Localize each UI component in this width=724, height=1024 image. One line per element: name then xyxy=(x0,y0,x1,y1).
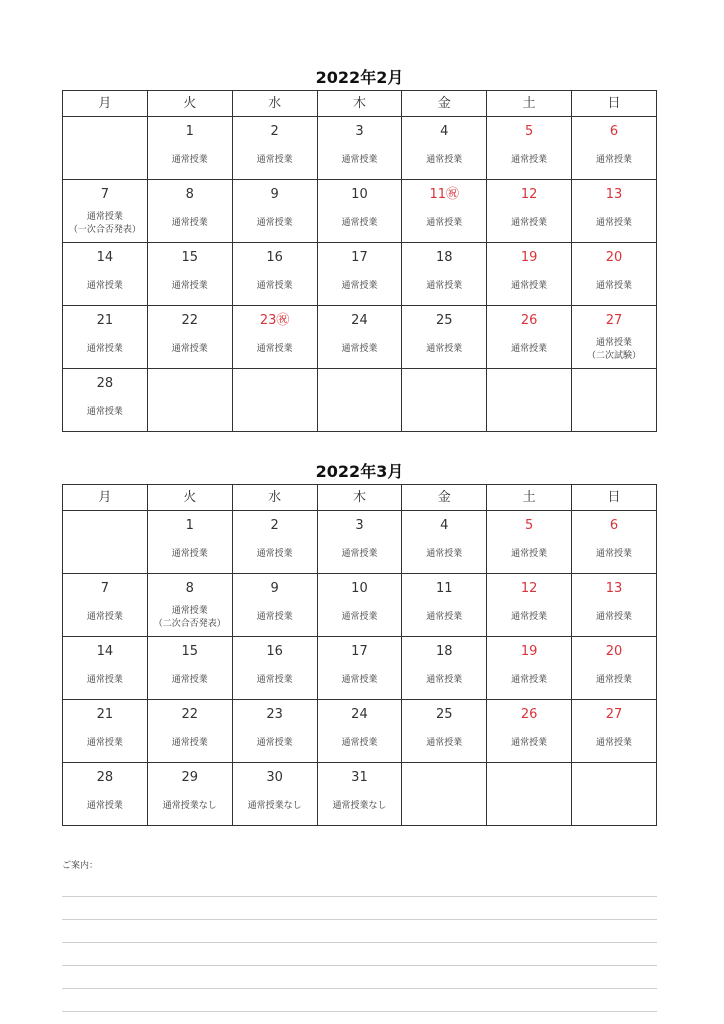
day-number: 14 xyxy=(96,250,114,265)
day-cell xyxy=(147,306,232,369)
day-note: 通常授業 xyxy=(256,344,293,354)
day-cell xyxy=(402,306,487,369)
day-note: 通常授業 xyxy=(86,675,123,685)
day-cell xyxy=(487,117,572,180)
day-cell xyxy=(63,700,148,763)
day-cell xyxy=(572,369,657,432)
day-cell xyxy=(232,117,317,180)
calendar-february xyxy=(62,66,657,432)
day-number: 28 xyxy=(96,770,114,785)
day-cell xyxy=(402,511,487,574)
day-cell xyxy=(232,637,317,700)
weekday-header: 日 xyxy=(572,485,657,511)
day-note: 通常授業 xyxy=(596,338,633,348)
day-number: 23 xyxy=(266,707,283,722)
day-note: 通常授業 xyxy=(511,155,548,165)
day-number: 24 xyxy=(351,707,368,722)
day-note: 通常授業 xyxy=(171,281,208,291)
day-number: 2 xyxy=(270,124,279,139)
day-cell xyxy=(232,369,317,432)
weekday-header: 土 xyxy=(487,485,572,511)
day-cell xyxy=(317,637,402,700)
day-cell xyxy=(572,637,657,700)
day-number: 5 xyxy=(525,518,534,533)
day-note: 通常授業 xyxy=(511,549,548,559)
day-cell xyxy=(232,763,317,826)
day-number: 17 xyxy=(351,250,368,265)
day-note: 通常授業 xyxy=(596,675,633,685)
day-cell xyxy=(232,511,317,574)
day-cell xyxy=(317,369,402,432)
day-note: 通常授業 xyxy=(256,549,293,559)
day-cell xyxy=(317,574,402,637)
day-cell xyxy=(63,763,148,826)
note-line xyxy=(62,966,657,989)
day-note: 通常授業 xyxy=(341,612,378,622)
note-line xyxy=(62,874,657,897)
day-note: 通常授業 xyxy=(596,218,633,228)
day-number: 26 xyxy=(520,313,538,328)
day-note: 通常授業 xyxy=(341,344,378,354)
weekday-header: 月 xyxy=(63,485,148,511)
day-number: 12 xyxy=(520,581,538,596)
day-number: 12 xyxy=(520,187,538,202)
day-cell xyxy=(147,763,232,826)
day-cell xyxy=(572,180,657,243)
weekday-header: 土 xyxy=(487,91,572,117)
day-number: 16 xyxy=(266,250,283,265)
day-note: 通常授業 xyxy=(171,606,208,616)
day-cell xyxy=(232,243,317,306)
week-row xyxy=(63,574,657,637)
day-number: 8 xyxy=(185,187,194,202)
day-number: 16 xyxy=(266,644,283,659)
day-number: 13 xyxy=(605,581,623,596)
day-cell xyxy=(232,574,317,637)
day-number: 7 xyxy=(100,187,110,202)
day-number: 2 xyxy=(270,518,279,533)
day-number: 15 xyxy=(181,250,199,265)
day-cell xyxy=(147,574,232,637)
day-number: 9 xyxy=(270,581,279,596)
day-cell xyxy=(63,117,148,180)
day-note: 通常授業 xyxy=(86,738,123,748)
day-number: 30 xyxy=(266,770,283,785)
day-cell xyxy=(487,511,572,574)
day-cell xyxy=(487,369,572,432)
day-cell xyxy=(487,763,572,826)
day-note: 通常授業 xyxy=(426,612,463,622)
day-note: 通常授業 xyxy=(511,218,548,228)
day-note: 通常授業 xyxy=(341,281,378,291)
day-number: 15 xyxy=(181,644,199,659)
day-note: 通常授業 xyxy=(171,675,208,685)
day-note: 通常授業 xyxy=(256,675,293,685)
day-note: 通常授業 xyxy=(426,675,463,685)
day-number: 4 xyxy=(440,518,449,533)
day-note: 通常授業 xyxy=(171,344,208,354)
day-cell xyxy=(572,700,657,763)
day-cell xyxy=(317,243,402,306)
day-note: 通常授業 xyxy=(511,612,548,622)
day-cell xyxy=(487,574,572,637)
day-cell xyxy=(63,511,148,574)
day-note: 通常授業 xyxy=(426,344,463,354)
weekday-header: 日 xyxy=(572,91,657,117)
day-number: 25 xyxy=(436,313,453,328)
day-number: 6 xyxy=(609,518,619,533)
calendar-grid xyxy=(62,484,657,826)
note-line xyxy=(62,920,657,943)
day-number: 11㊗ xyxy=(429,187,460,202)
day-cell xyxy=(147,700,232,763)
day-note: 通常授業 xyxy=(426,155,463,165)
day-cell xyxy=(63,369,148,432)
day-cell xyxy=(572,574,657,637)
weekday-header: 水 xyxy=(232,91,317,117)
day-note: 通常授業なし xyxy=(162,801,217,811)
day-note: 通常授業 xyxy=(256,612,293,622)
weekday-header: 火 xyxy=(147,91,232,117)
calendar-grid xyxy=(62,90,657,432)
day-cell xyxy=(402,180,487,243)
weekday-header: 火 xyxy=(147,485,232,511)
day-note: 通常授業 xyxy=(256,218,293,228)
day-note: 通常授業 xyxy=(341,675,378,685)
note-line xyxy=(62,897,657,920)
day-number: 18 xyxy=(436,250,453,265)
day-cell xyxy=(317,511,402,574)
weekday-header: 金 xyxy=(402,91,487,117)
day-note: 通常授業 xyxy=(86,612,123,622)
day-cell xyxy=(402,700,487,763)
week-row xyxy=(63,117,657,180)
day-note: 通常授業 xyxy=(596,549,633,559)
day-number: 21 xyxy=(96,707,114,722)
day-number: 21 xyxy=(96,313,114,328)
day-number: 24 xyxy=(351,313,368,328)
day-note: （一次合否発表） xyxy=(68,225,141,235)
day-note: 通常授業 xyxy=(596,738,633,748)
day-number: 1 xyxy=(185,124,194,139)
weekday-header-row xyxy=(63,485,657,511)
day-number: 31 xyxy=(351,770,368,785)
day-cell xyxy=(317,180,402,243)
calendar-march xyxy=(62,460,657,826)
day-cell xyxy=(147,180,232,243)
day-cell xyxy=(572,763,657,826)
weekday-header: 木 xyxy=(317,91,402,117)
day-cell xyxy=(63,637,148,700)
day-number: 9 xyxy=(270,187,279,202)
day-note: 通常授業 xyxy=(171,155,208,165)
week-row xyxy=(63,763,657,826)
weekday-header: 金 xyxy=(402,485,487,511)
day-note: 通常授業 xyxy=(86,212,123,222)
day-number: 1 xyxy=(185,518,194,533)
day-cell xyxy=(317,306,402,369)
day-cell xyxy=(402,243,487,306)
week-row xyxy=(63,369,657,432)
day-cell xyxy=(147,117,232,180)
day-cell xyxy=(147,511,232,574)
weekday-header: 木 xyxy=(317,485,402,511)
day-note: 通常授業 xyxy=(341,738,378,748)
day-cell xyxy=(572,117,657,180)
week-row xyxy=(63,700,657,763)
day-note: 通常授業なし xyxy=(332,801,387,811)
day-number: 25 xyxy=(436,707,453,722)
day-cell xyxy=(63,306,148,369)
day-note: 通常授業 xyxy=(256,281,293,291)
day-number: 19 xyxy=(520,250,538,265)
day-note: 通常授業 xyxy=(341,549,378,559)
day-note: 通常授業 xyxy=(86,801,123,811)
day-number: 20 xyxy=(605,644,623,659)
day-cell xyxy=(572,243,657,306)
day-note: 通常授業 xyxy=(256,738,293,748)
day-note: 通常授業 xyxy=(86,344,123,354)
day-note: 通常授業 xyxy=(426,549,463,559)
day-cell xyxy=(487,243,572,306)
day-note: 通常授業 xyxy=(426,738,463,748)
day-note: 通常授業 xyxy=(511,281,548,291)
day-number: 8 xyxy=(185,581,194,596)
note-line xyxy=(62,989,657,1012)
day-number: 3 xyxy=(355,124,364,139)
day-cell xyxy=(487,180,572,243)
day-note: 通常授業 xyxy=(511,344,548,354)
day-cell xyxy=(487,306,572,369)
day-cell xyxy=(232,180,317,243)
day-note: （二次合否発表） xyxy=(153,619,226,629)
day-cell xyxy=(317,117,402,180)
day-cell xyxy=(487,700,572,763)
day-note: 通常授業なし xyxy=(247,801,302,811)
day-note: 通常授業 xyxy=(341,218,378,228)
week-row xyxy=(63,243,657,306)
month-title: 2022年3月 xyxy=(315,462,404,481)
day-number: 5 xyxy=(525,124,534,139)
day-number: 27 xyxy=(605,313,623,328)
day-cell xyxy=(402,763,487,826)
week-row xyxy=(63,180,657,243)
day-number: 17 xyxy=(351,644,368,659)
day-note: 通常授業 xyxy=(171,738,208,748)
weekday-header: 月 xyxy=(63,91,148,117)
day-number: 19 xyxy=(520,644,538,659)
notes-section xyxy=(62,858,657,1012)
day-note: 通常授業 xyxy=(341,155,378,165)
day-number: 29 xyxy=(181,770,199,785)
day-number: 10 xyxy=(351,187,368,202)
day-note: 通常授業 xyxy=(171,549,208,559)
day-number: 3 xyxy=(355,518,364,533)
day-cell xyxy=(63,574,148,637)
day-note: 通常授業 xyxy=(596,612,633,622)
day-cell xyxy=(402,637,487,700)
day-cell xyxy=(402,117,487,180)
day-number: 6 xyxy=(609,124,619,139)
week-row xyxy=(63,306,657,369)
week-row xyxy=(63,511,657,574)
day-note: （二次試験） xyxy=(587,351,642,361)
day-cell xyxy=(147,369,232,432)
day-cell xyxy=(63,243,148,306)
day-number: 22 xyxy=(181,313,199,328)
day-number: 28 xyxy=(96,376,114,391)
day-number: 14 xyxy=(96,644,114,659)
day-cell xyxy=(317,763,402,826)
day-number: 13 xyxy=(605,187,623,202)
day-cell xyxy=(232,306,317,369)
day-number: 23㊗ xyxy=(259,313,290,328)
weekday-header: 水 xyxy=(232,485,317,511)
day-number: 7 xyxy=(100,581,110,596)
day-cell xyxy=(572,306,657,369)
week-row xyxy=(63,637,657,700)
day-number: 11 xyxy=(436,581,453,596)
note-line xyxy=(62,943,657,966)
weekday-header-row xyxy=(63,91,657,117)
day-cell xyxy=(402,369,487,432)
day-number: 26 xyxy=(520,707,538,722)
day-cell xyxy=(147,637,232,700)
day-number: 20 xyxy=(605,250,623,265)
day-cell xyxy=(63,180,148,243)
day-number: 18 xyxy=(436,644,453,659)
day-cell xyxy=(232,700,317,763)
day-note: 通常授業 xyxy=(511,675,548,685)
day-note: 通常授業 xyxy=(426,281,463,291)
notes-label: ご案内： xyxy=(62,861,99,871)
month-title: 2022年2月 xyxy=(315,68,404,87)
day-note: 通常授業 xyxy=(86,407,123,417)
day-number: 27 xyxy=(605,707,623,722)
day-note: 通常授業 xyxy=(596,281,633,291)
day-number: 4 xyxy=(440,124,449,139)
day-number: 10 xyxy=(351,581,368,596)
day-note: 通常授業 xyxy=(426,218,463,228)
day-note: 通常授業 xyxy=(171,218,208,228)
day-note: 通常授業 xyxy=(596,155,633,165)
day-number: 22 xyxy=(181,707,199,722)
day-cell xyxy=(147,243,232,306)
day-cell xyxy=(317,700,402,763)
day-cell xyxy=(402,574,487,637)
day-cell xyxy=(487,637,572,700)
day-cell xyxy=(572,511,657,574)
day-note: 通常授業 xyxy=(86,281,123,291)
day-note: 通常授業 xyxy=(256,155,293,165)
day-note: 通常授業 xyxy=(511,738,548,748)
